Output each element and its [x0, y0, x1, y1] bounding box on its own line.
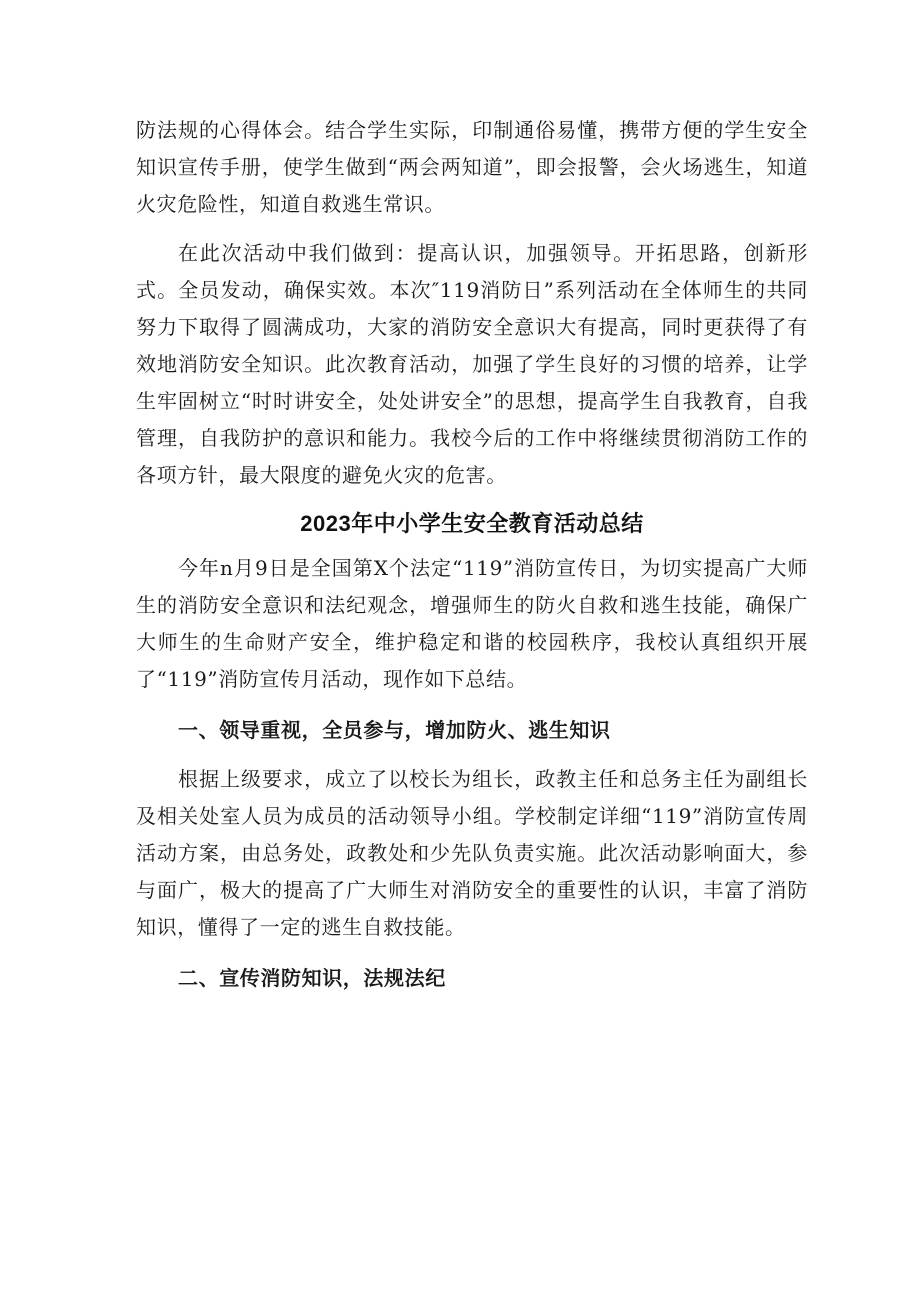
paragraph-continuation: 防法规的心得体会。结合学生实际，印制通俗易懂，携带方便的学生安全知识宣传手册，使学生做到“两会两知道”，即会报警，会火场逃生，知道火灾危险性，知道自救逃生常识。 [136, 118, 808, 216]
document-page [136, 112, 808, 997]
paragraph-intro: 今年n月9日是全国第X个法定“119”消防宣传日，为切实提高广大师生的消防安全意识和法纪观念，增强师生的防火自救和逃生技能，确保广大师生的生命财产安全，维护稳定和谐的校园秩序，我校认真组织开展了“119”消防宣传月活动，现作如下总结。 [136, 556, 808, 691]
document-title: 2023年中小学生安全教育活动总结 [300, 511, 644, 536]
paragraph-section-1: 根据上级要求，成立了以校长为组长，政教主任和总务主任为副组长及相关处室人员为成员的活动领导小组。学校制定详细“119”消防宣传周活动方案，由总务处，政教处和少先队负责实施。此次活动影响面大，参与面广，极大的提高了广大师生对消防安全的重要性的认识，丰富了消防知识，懂得了一定的逃生自救技能。 [136, 767, 808, 939]
section-heading-2: 二、宣传消防知识，法规法纪 [178, 966, 446, 990]
section-heading-1: 一、领导重视，全员参与，增加防火、逃生知识 [178, 718, 611, 742]
paragraph-activity-results: 在此次活动中我们做到：提高认识，加强领导。开拓思路，创新形式。全员发动，确保实效。本次″119消防日”系列活动在全体师生的共同努力下取得了圆满成功，大家的消防安全意识大有提高，同时更获得了有效地消防安全知识。此次教育活动，加强了学生良好的习惯的培养，让学生牢固树立“时时讲安全，处处讲安全”的思想，提高学生自我教育，自我管理，自我防护的意识和能力。我校今后的工作中将继续贯彻消防工作的各项方针，最大限度的避免火灾的危害。 [136, 241, 808, 487]
